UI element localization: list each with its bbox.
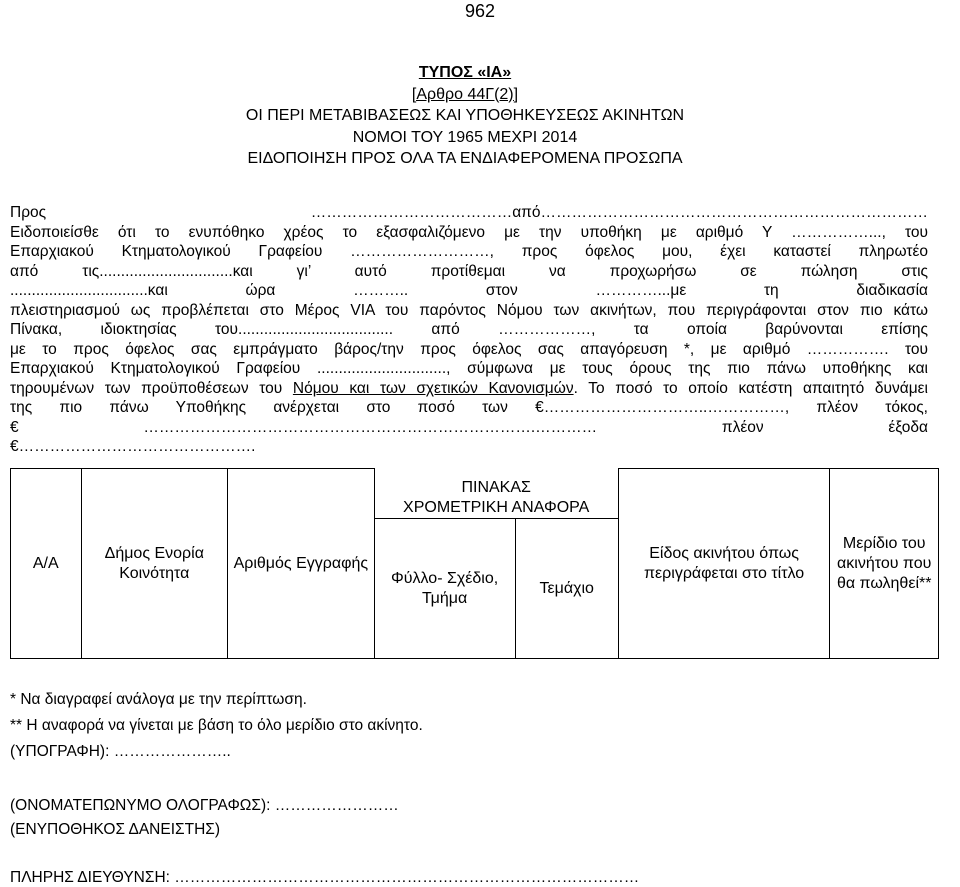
- table-caption: [374, 469, 618, 519]
- body-line-office: Επαρχιακού Κτηματολογικού Γραφείου ………………………, προς όφελος μου, έχει καταστεί πληρωτέο: [10, 243, 928, 260]
- header-plot: Τεμάχιο: [515, 519, 618, 659]
- form-header: [0, 62, 930, 170]
- header-municipality: Δήμος Ενορία Κοινότητα: [81, 469, 228, 659]
- footnote-2: ** Η αναφορά να γίνεται με βάση το όλο μερίδιο στο ακίνητο.: [10, 717, 423, 734]
- notice-title: ΕΙΔΟΠΟΙΗΣΗ ΠΡΟΣ ΟΛΑ ΤΑ ΕΝΔΙΑΦΕΡΟΜΕΝΑ ΠΡΟΣΩΠΑ: [247, 150, 683, 167]
- body-line-terms: Επαρχιακού Κτηματολογικού Γραφείου .............................., σύμφωνα με τους όρους της πιο πάνω υποθήκης και: [10, 360, 928, 377]
- property-table: [10, 468, 939, 659]
- body-line-ownership: Πίνακα, ιδιοκτησίας του.................................... από ………………, τα οποία βαρύνονται επίσης: [10, 321, 928, 338]
- body-line-procedure: πλειστηριασμού ως προβλέπεται στο Μέρος VIA του παρόντος Νόμου των ακινήτων, που περιγράφονται στον πιο κάτω: [10, 301, 928, 319]
- footnote-1: * Να διαγραφεί ανάλογα με την περίπτωση.: [10, 691, 307, 708]
- body-line-law: [10, 379, 928, 399]
- article-reference: [Αρθρο 44Γ(2)]: [411, 85, 519, 103]
- form-type-title: ΤΥΠΟΣ «ΙΑ»: [418, 64, 512, 81]
- header-aa: Α/Α: [11, 469, 82, 659]
- address-line: ΠΛΗΡΗΣ ΔΙΕΥΘΥΝΣΗ: ………………………………………………………………………………: [10, 869, 640, 886]
- header-share: Μερίδιο του ακινήτου που θα πωληθεί**: [830, 469, 939, 659]
- law-title-line-2: ΝΟΜΟΙ ΤΟΥ 1965 ΜΕΧΡΙ 2014: [352, 128, 578, 146]
- body-line-amount: της πιο πάνω Υποθήκης ανέρχεται στο ποσό των €…………………………..……………, πλέον τόκος,: [10, 399, 928, 416]
- body-text-fragment: . Το ποσό το οποίο κατέστη απαιτητό δυνάμει: [573, 379, 928, 397]
- body-line-encumbrance: με το προς όφελος σας εμπράγματο βάρος/την προς όφελος σας απαγόρευση *, με αριθμό ……………. του: [10, 340, 928, 358]
- law-regulations-link-text: Νόμου και των σχετικών Κανονισμών: [292, 379, 574, 397]
- full-name-line: (ΟΝΟΜΑΤΕΠΩΝΥΜΟ ΟΛΟΓΡΑΦΩΣ): ……………………: [10, 797, 399, 814]
- header-registration-number: Αριθμός Εγγραφής: [228, 469, 375, 659]
- body-line-due-date: από τις...............................και γι’ αυτό προτίθεμαι να προχωρήσω σε πώληση στις: [10, 262, 928, 280]
- body-line-expenses: €……………………………………….: [10, 438, 256, 455]
- table-caption-subtitle: ΧΡΟΜΕΤΡΙΚΗ ΑΝΑΦΟΡΑ: [403, 499, 590, 516]
- page-number: 962: [464, 1, 496, 21]
- header-property-type: Είδος ακινήτου όπως περιγράφεται στο τίτλο: [618, 469, 830, 659]
- header-sheet-plan: Φύλλο- Σχέδιο, Τμήμα: [374, 519, 515, 659]
- signature-line: (ΥΠΟΓΡΑΦΗ): …………………..: [10, 743, 231, 760]
- body-text-fragment: τηρουμένων των προϋποθέσεων του: [10, 379, 293, 397]
- table-caption-title: ΠΙΝΑΚΑΣ: [461, 479, 531, 496]
- law-title-line-1: ΟΙ ΠΕΡΙ ΜΕΤΑΒΙΒΑΣΕΩΣ ΚΑΙ ΥΠΟΘΗΚΕΥΣΕΩΣ ΑΚΙΝΗΤΩΝ: [245, 107, 685, 124]
- body-line-recipient: Προς …………………………………από…………………………………………………………………: [10, 204, 928, 221]
- body-line-interest: € ………………………………………………………………….………… πλέον έξοδα: [10, 418, 928, 436]
- creditor-label: (ΕΝΥΠΟΘΗΚΟΣ ΔΑΝΕΙΣΤΗΣ): [10, 821, 220, 838]
- body-line-mortgage: Ειδοποιείσθε ότι το ενυπόθηκο χρέος το εξασφαλιζόμενο με την υποθήκη με αριθμό Υ ……………..., του: [10, 223, 928, 241]
- body-line-sale-time: ................................και ώρα ……….. στον …………...με τη διαδικασία: [10, 282, 928, 299]
- notice-body: [10, 203, 928, 457]
